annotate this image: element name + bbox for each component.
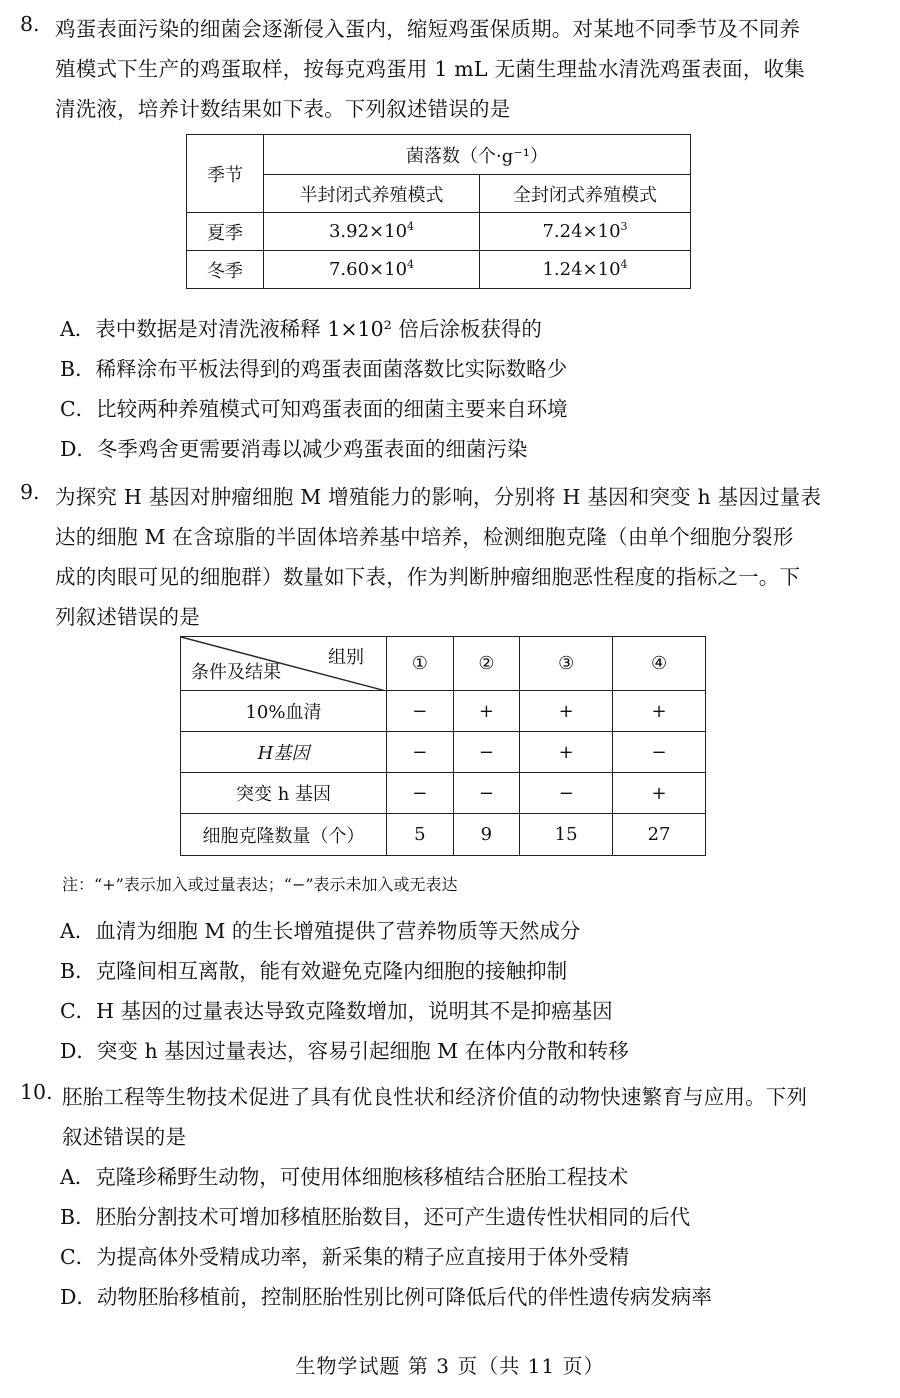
table-cell: −: [613, 732, 706, 773]
question-number: 10.: [20, 1080, 53, 1104]
table-header-group: ④: [613, 637, 706, 691]
table-cell: +: [520, 732, 613, 773]
question-stem-line: 列叙述错误的是: [55, 605, 200, 629]
table-cell: −: [387, 773, 454, 814]
table-row-label: H基因: [181, 732, 387, 773]
table-header-group: ①: [387, 637, 454, 691]
question-stem-line: 鸡蛋表面污染的细菌会逐渐侵入蛋内，缩短鸡蛋保质期。对某地不同季节及不同养: [55, 17, 801, 41]
table-row: [181, 691, 706, 732]
table-cell-value: $7.24\times 10^3$: [480, 213, 691, 251]
table-row-label: 10%血清: [181, 691, 387, 732]
table-cell: −: [387, 732, 454, 773]
table-row: [187, 213, 691, 251]
table-cell-value: $7.60\times 10^4$: [264, 251, 480, 289]
corner-label-group: 组别: [328, 647, 364, 668]
table-row-label: 突变 h 基因: [181, 773, 387, 814]
question-stem-line: 成的肉眼可见的细胞群）数量如下表，作为判断肿瘤细胞恶性程度的指标之一。下: [55, 565, 801, 589]
table-cell-season: 夏季: [187, 213, 264, 251]
question-stem-line: 胚胎工程等生物技术促进了具有优良性状和经济价值的动物快速繁育与应用。下列: [62, 1085, 808, 1109]
colony-count-table: [186, 134, 691, 289]
question-number: 8.: [20, 12, 40, 36]
cell-clone-table: [180, 636, 706, 856]
table-cell: −: [520, 773, 613, 814]
table-corner-header: [181, 637, 387, 691]
table-cell: 5: [387, 814, 454, 856]
option-c: C．H 基因的过量表达导致克隆数增加，说明其不是抑癌基因: [60, 999, 613, 1023]
option-c: C．为提高体外受精成功率，新采集的精子应直接用于体外受精: [60, 1245, 630, 1269]
table-header-semi-closed: 半封闭式养殖模式: [264, 175, 480, 213]
table-cell: 27: [613, 814, 706, 856]
table-header-group: ③: [520, 637, 613, 691]
table-cell: +: [613, 773, 706, 814]
option-d: D．突变 h 基因过量表达，容易引起细胞 M 在体内分散和转移: [60, 1039, 629, 1063]
table-note: 注：“+”表示加入或过量表达；“−”表示未加入或无表达: [62, 875, 458, 894]
table-cell: +: [453, 691, 520, 732]
table-cell: +: [520, 691, 613, 732]
table-header-group: ②: [453, 637, 520, 691]
table-row: [181, 814, 706, 856]
table-header-colony-count: 菌落数（个·g⁻¹）: [264, 135, 691, 175]
table-header-fully-closed: 全封闭式养殖模式: [480, 175, 691, 213]
table-row: [187, 251, 691, 289]
table-row-label: 细胞克隆数量（个）: [181, 814, 387, 856]
option-b: B．胚胎分割技术可增加移植胚胎数目，还可产生遗传性状相同的后代: [60, 1205, 691, 1229]
table-cell: −: [453, 773, 520, 814]
table-cell: 9: [453, 814, 520, 856]
table-cell: −: [387, 691, 454, 732]
option-b: B．克隆间相互离散，能有效避免克隆内细胞的接触抑制: [60, 959, 568, 983]
option-c: C．比较两种养殖模式可知鸡蛋表面的细菌主要来自环境: [60, 397, 568, 421]
question-stem-line: 殖模式下生产的鸡蛋取样，按每克鸡蛋用 1 mL 无菌生理盐水清洗鸡蛋表面，收集: [55, 57, 805, 81]
option-a: A．表中数据是对清洗液稀释 1×10² 倍后涂板获得的: [60, 317, 542, 341]
question-stem-line: 叙述错误的是: [62, 1125, 187, 1149]
page-footer: 生物学试题 第 3 页（共 11 页）: [295, 1354, 605, 1378]
corner-label-conditions: 条件及结果: [191, 662, 281, 683]
question-stem-line: 达的细胞 M 在含琼脂的半固体培养基中培养，检测细胞克隆（由单个细胞分裂形: [55, 525, 794, 549]
table-cell: 15: [520, 814, 613, 856]
option-b: B．稀释涂布平板法得到的鸡蛋表面菌落数比实际数略少: [60, 357, 568, 381]
option-d: D．冬季鸡舍更需要消毒以减少鸡蛋表面的细菌污染: [60, 437, 528, 461]
table-row: [181, 773, 706, 814]
question-stem-line: 为探究 H 基因对肿瘤细胞 M 增殖能力的影响，分别将 H 基因和突变 h 基因过量表: [55, 485, 822, 509]
option-a: A．克隆珍稀野生动物，可使用体细胞核移植结合胚胎工程技术: [60, 1165, 629, 1189]
table-cell-value: $3.92\times 10^4$: [264, 213, 480, 251]
table-row: [181, 732, 706, 773]
option-d: D．动物胚胎移植前，控制胚胎性别比例可降低后代的伴性遗传病发病率: [60, 1285, 712, 1309]
table-cell-season: 冬季: [187, 251, 264, 289]
table-header-season: 季节: [187, 135, 264, 213]
table-cell: −: [453, 732, 520, 773]
table-cell-value: $1.24\times 10^4$: [480, 251, 691, 289]
question-number: 9.: [20, 480, 40, 504]
question-stem-line: 清洗液，培养计数结果如下表。下列叙述错误的是: [55, 97, 511, 121]
option-a: A．血清为细胞 M 的生长增殖提供了营养物质等天然成分: [60, 919, 581, 943]
table-cell: +: [613, 691, 706, 732]
